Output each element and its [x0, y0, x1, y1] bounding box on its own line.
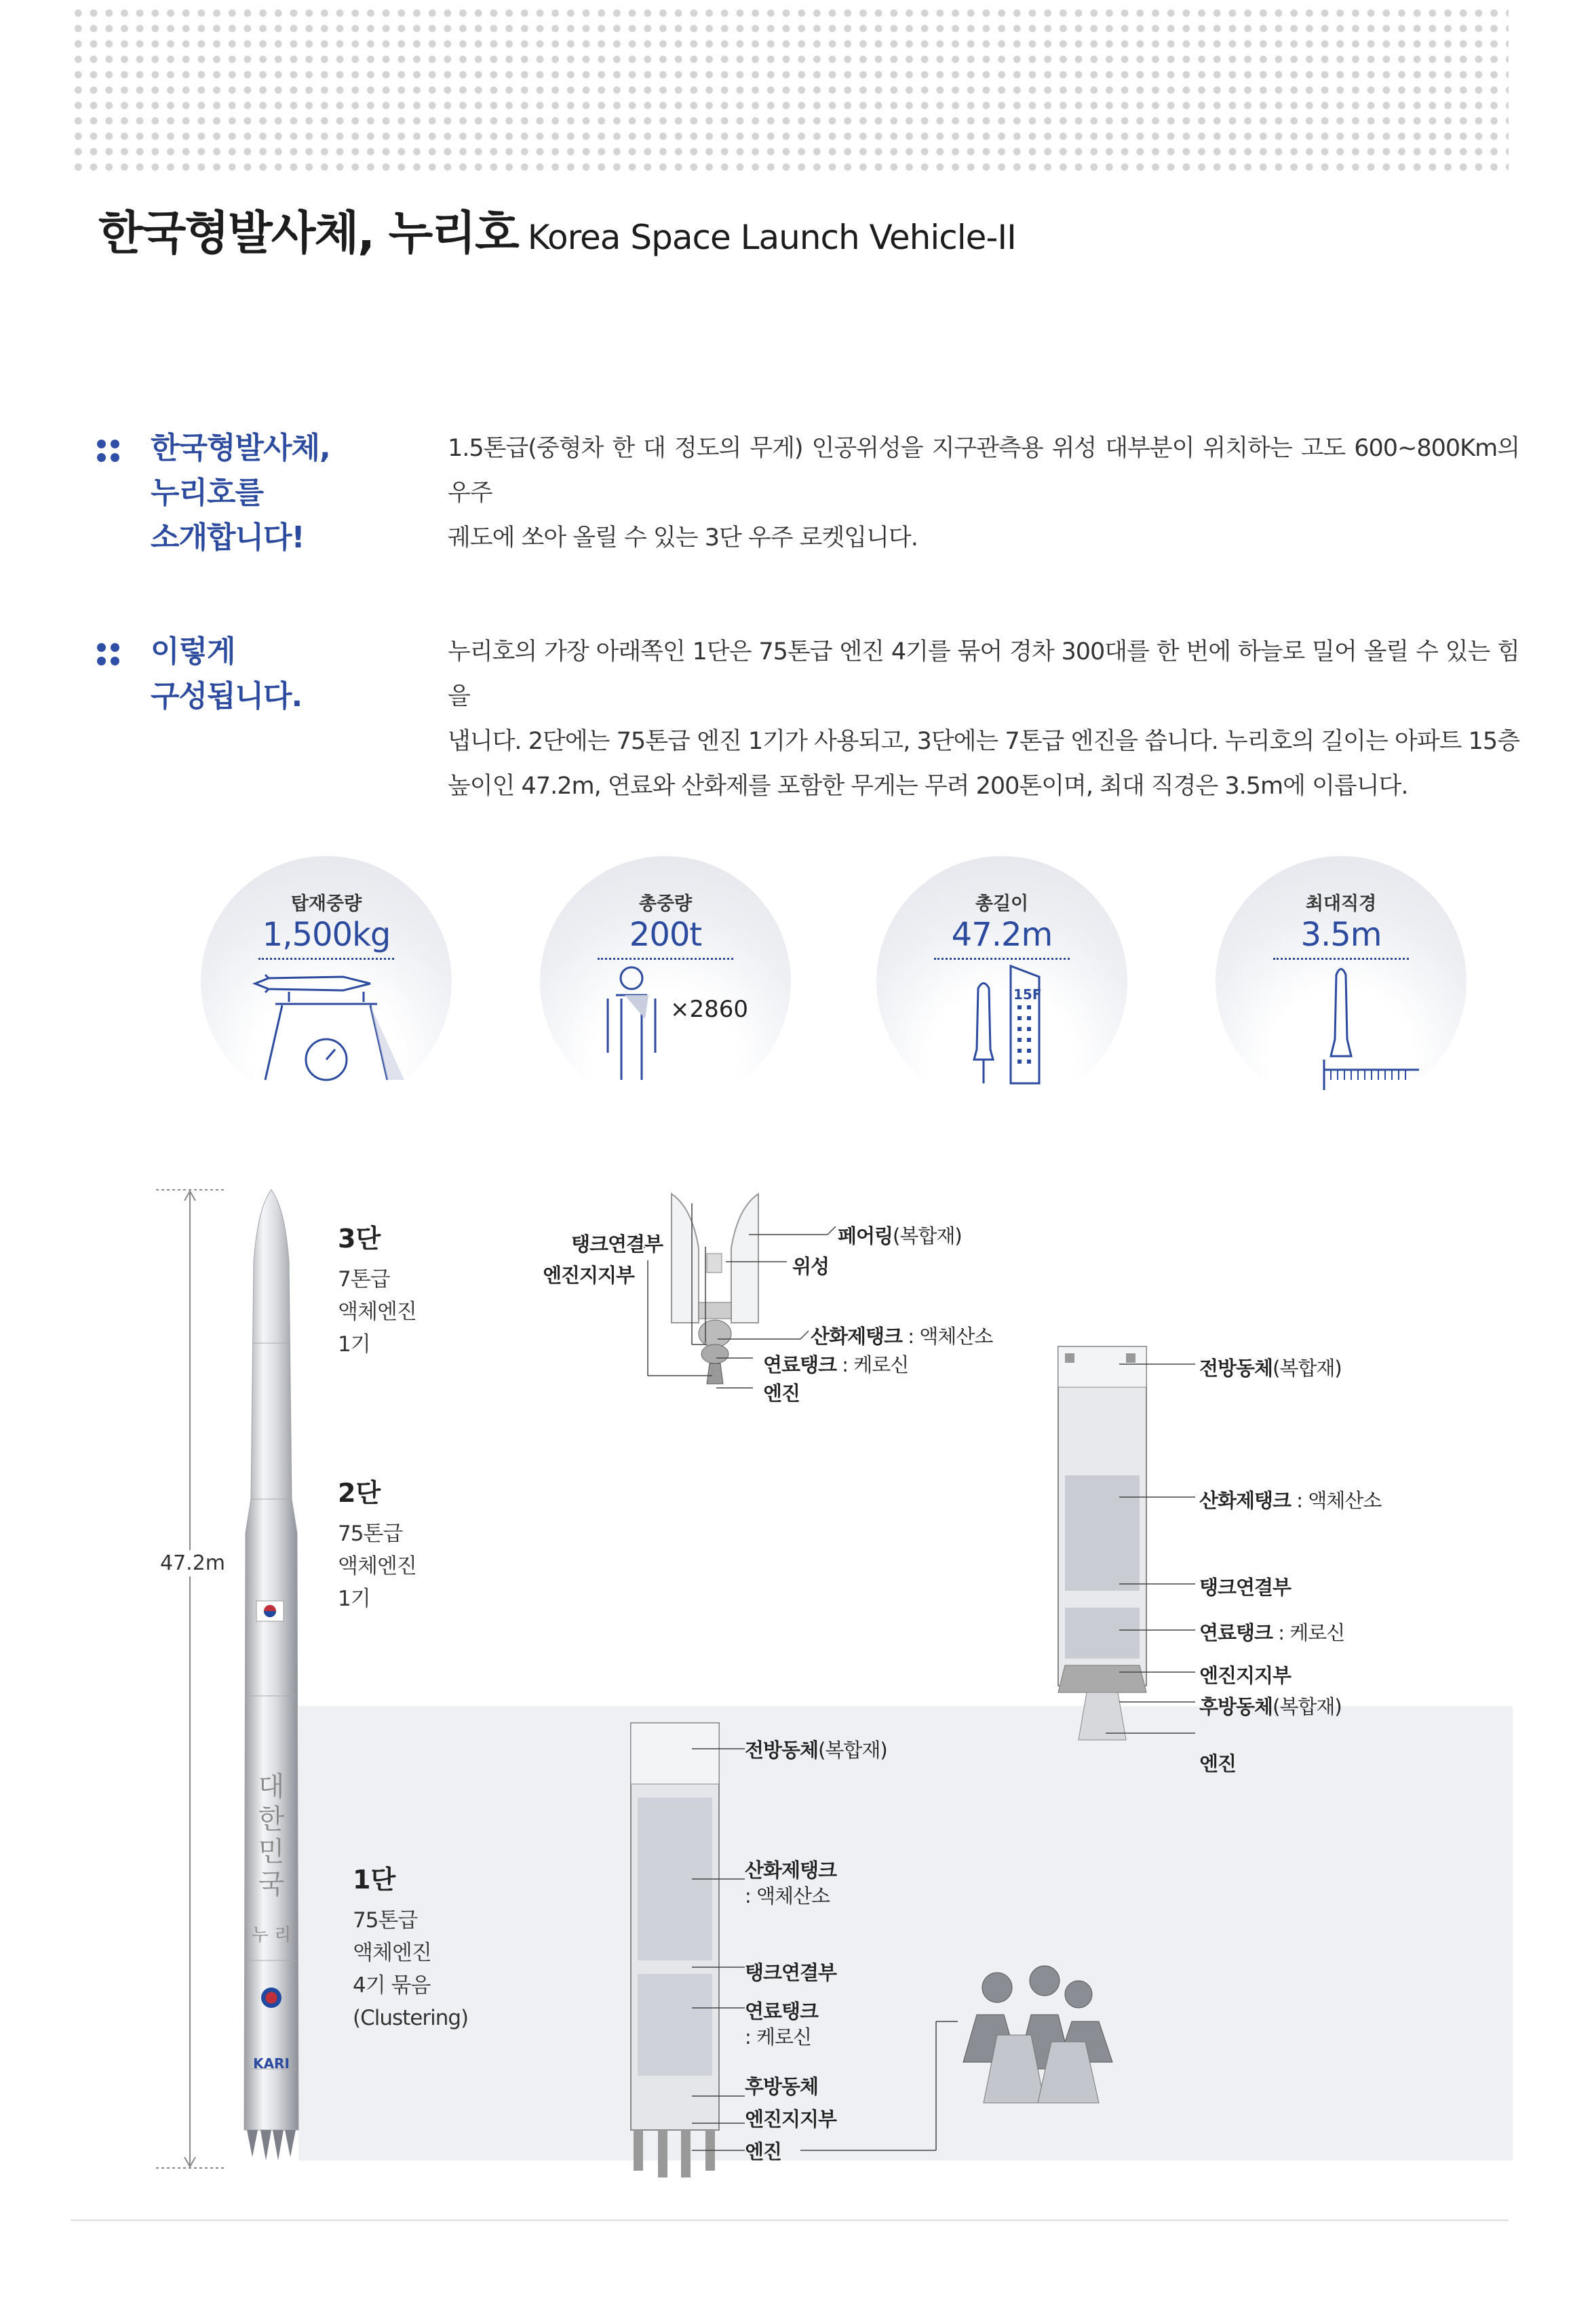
s1-tank-joint-label: 탱크연결부 [745, 1961, 837, 1984]
page-bottom-rule [71, 2220, 1509, 2221]
s1-aft-body-label: 후방동체 [745, 2075, 819, 2098]
bullet-icon [97, 643, 120, 666]
s3-satellite-label: 위성 [792, 1255, 830, 1278]
section-composition-heading: 이렇게 구성됩니다. [151, 634, 303, 714]
s3-fairing-label: 페어링(복합재) [838, 1224, 962, 1247]
s3-oxidizer-label: 산화제탱크 : 액체산소 [811, 1325, 993, 1348]
stat-total-weight: 총중량 200t ×2860 [540, 856, 791, 1107]
s3-tank-joint-label: 탱크연결부 [571, 1233, 663, 1256]
building-icon [876, 856, 1127, 1107]
s1-fuel-label: 연료탱크 : 케로신 [745, 2000, 819, 2049]
rocket-nuri-text: 누 리 [251, 1925, 292, 1945]
stage2-cutaway [1045, 1340, 1201, 1787]
rocket-illustration [217, 1180, 326, 2177]
bullet-icon [97, 440, 120, 463]
stage2-description: 2단 75톤급 액체엔진 1기 [338, 1478, 416, 1611]
s3-fuel-label: 연료탱크 : 케로신 [763, 1353, 909, 1376]
stage1-description: 1단 75톤급 액체엔진 4기 묶음 (Clustering) [353, 1865, 469, 2030]
s1-oxidizer-label: 산화제탱크 : 액체산소 [745, 1859, 837, 1907]
dot-pattern-banner [71, 5, 1509, 175]
s1-engine-label: 엔진 [745, 2140, 782, 2163]
rocket-body-text: 대 한 민 국 [258, 1771, 285, 1900]
person-icon [540, 856, 791, 1107]
s1-forward-body-label: 전방동체(복합재) [745, 1739, 887, 1762]
s2-engine-mount-label: 엔진지지부 [1199, 1664, 1292, 1687]
section-intro-body: 1.5톤급(중형차 한 대 정도의 무게) 인공위성을 지구관측용 위성 대부분이 위치하는 고도 600~800Km의 우주 궤도에 쏘아 올릴 수 있는 3단 우주 로켓입니다. [448, 435, 1519, 551]
stat-max-diameter: 최대직경 3.5m [1216, 856, 1467, 1107]
s3-engine-mount-label: 엔진지지부 [543, 1264, 635, 1287]
korea-emblem-icon [261, 1988, 281, 2008]
s2-aft-body-label: 후방동체(복합재) [1199, 1695, 1342, 1718]
s1-engine-mount-label: 엔진지지부 [745, 2108, 837, 2131]
page-title [98, 197, 1016, 258]
s2-oxidizer-label: 산화제탱크 : 액체산소 [1199, 1489, 1382, 1512]
s2-engine-label: 엔진 [1199, 1752, 1237, 1775]
section-intro-heading: 한국형발사체, 누리호를 소개합니다! [151, 431, 330, 555]
s2-forward-body-label: 전방동체(복합재) [1199, 1357, 1342, 1380]
section-composition-body: 누리호의 가장 아래쪽인 1단은 75톤급 엔진 4기를 묶어 경차 300대를 한 번에 하늘로 밀어 올릴 수 있는 힘을 냅니다. 2단에는 75톤급 엔진 1기가 사용되고, 3단에는 7톤급 엔진을 씁니다. 누리호의 길이는 아파트 15층 높이인 47.2m, 연료와 산화제를 포함한 무게는 무려 200톤이며, 최대 직경은 3.5m에 이릅니다. [448, 638, 1519, 800]
s2-fuel-label: 연료탱크 : 케로신 [1199, 1621, 1345, 1644]
stat-total-length: 총길이 47.2m 15F [876, 856, 1127, 1107]
s3-engine-label: 엔진 [763, 1382, 800, 1405]
page-title-english: Korea Space Launch Vehicle-II [527, 218, 1016, 257]
page-title-korean: 한국형발사체, 누리호 [98, 207, 518, 260]
s2-tank-joint-label: 탱크연결부 [1199, 1576, 1292, 1599]
stat-payload: 탑재중량 1,500kg [201, 856, 452, 1107]
stage3-description: 3단 7톤급 액체엔진 1기 [338, 1224, 416, 1357]
ruler-icon [1216, 856, 1467, 1107]
kari-logo: KARI [253, 2055, 290, 2072]
engine-cluster-illustration [800, 1954, 1140, 2171]
scale-icon [201, 856, 452, 1107]
height-label: 47.2m [157, 1550, 228, 1576]
